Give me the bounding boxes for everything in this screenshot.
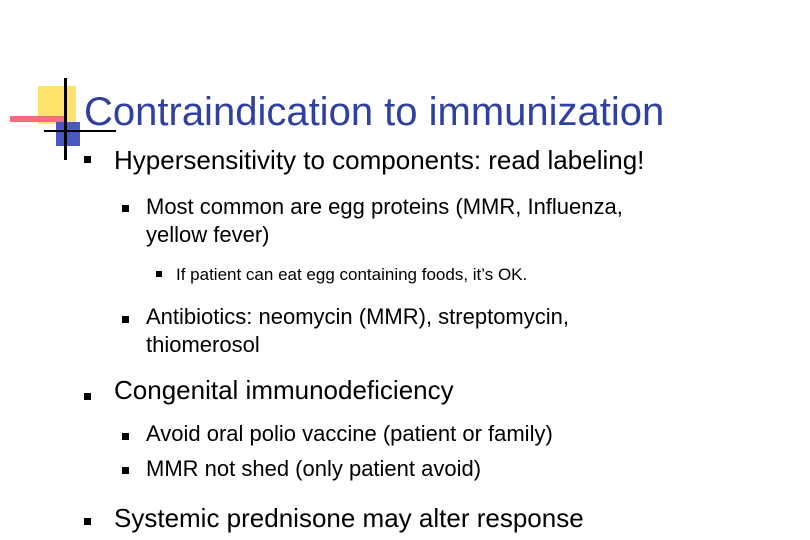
bullet-item: Systemic prednisone may alter response [114, 503, 584, 533]
bullet-item: MMR not shed (only patient avoid) [146, 456, 482, 481]
bullet-icon [156, 271, 162, 277]
logo-red-bar [10, 116, 66, 122]
bullet-icon [84, 156, 91, 163]
bullet-item: Congenital immunodeficiency [114, 375, 454, 405]
bullet-icon [122, 316, 129, 323]
bullet-item [146, 303, 569, 359]
slide-title: Contraindication to immunization [84, 90, 665, 134]
bullet-item: Hypersensitivity to components: read labeling! [114, 145, 645, 175]
bullet-icon [122, 433, 129, 440]
logo-blue-square [56, 122, 80, 146]
bullet-icon [122, 467, 129, 474]
bullet-item [146, 193, 623, 249]
bullet-icon [84, 393, 91, 400]
bullet-item-line: Most common are egg proteins (MMR, Influenza, [146, 194, 623, 219]
bullet-item-line: thiomerosol [146, 332, 260, 357]
bullet-icon [122, 205, 129, 212]
bullet-item: If patient can eat egg containing foods, it’s OK. [176, 265, 528, 284]
logo-vertical-line [64, 78, 67, 160]
bullet-item-line: Antibiotics: neomycin (MMR), streptomycin, [146, 304, 569, 329]
bullet-item: Avoid oral polio vaccine (patient or family) [146, 421, 553, 446]
bullet-icon [84, 518, 91, 525]
bullet-item-line: yellow fever) [146, 222, 270, 247]
